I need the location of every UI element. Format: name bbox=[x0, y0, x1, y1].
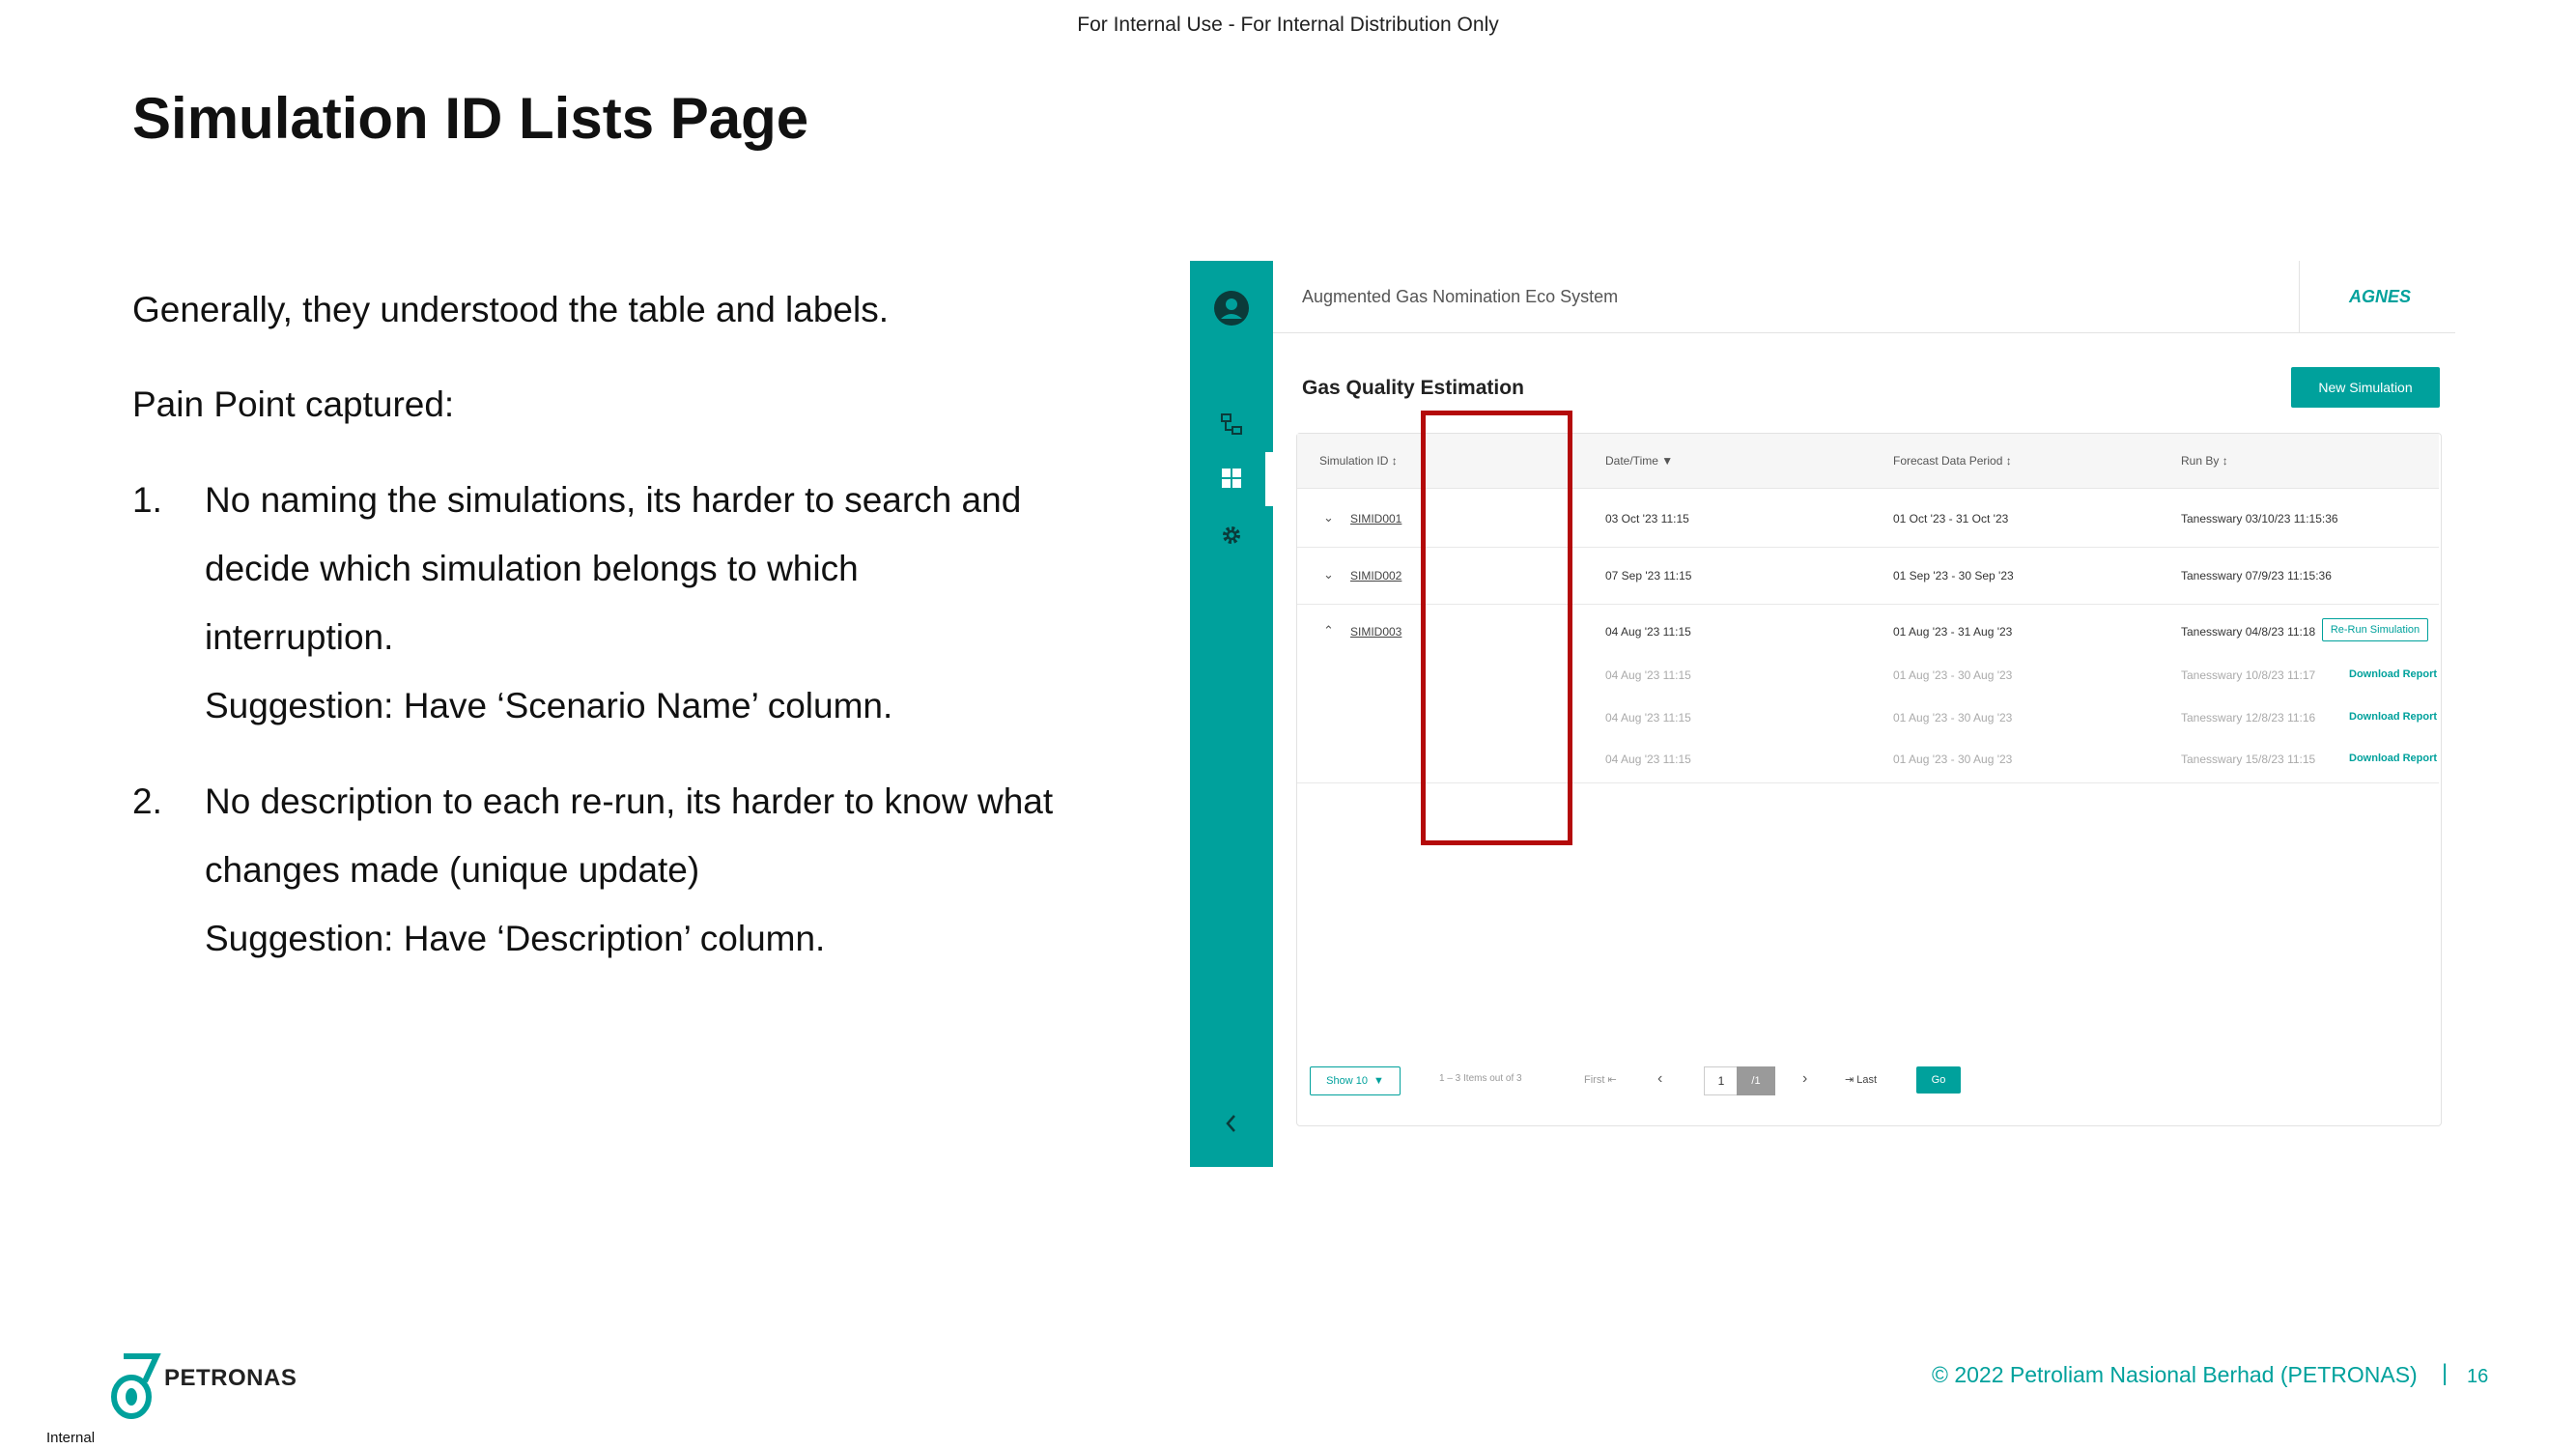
first-page-icon: ⇤ bbox=[1607, 1074, 1617, 1086]
sort-icon[interactable]: ↕ bbox=[1391, 454, 1398, 468]
item-number: 1. bbox=[132, 480, 162, 520]
pain-point-label: Pain Point captured: bbox=[132, 384, 455, 424]
row-run-by: Tanesswary 04/8/23 11:18 bbox=[2181, 625, 2316, 639]
page-size-select[interactable]: Show 10 ▼ bbox=[1310, 1066, 1401, 1095]
re-run-simulation-button[interactable]: Re-Run Simulation bbox=[2322, 618, 2428, 641]
footer-separator: | bbox=[2442, 1360, 2449, 1386]
subrow-period: 01 Aug '23 - 30 Aug '23 bbox=[1893, 753, 2013, 766]
chevron-down-icon[interactable]: ⌄ bbox=[1323, 567, 1334, 582]
classification-label: Internal bbox=[46, 1430, 96, 1446]
go-button[interactable]: Go bbox=[1916, 1066, 1961, 1094]
subrow-datetime: 04 Aug '23 11:15 bbox=[1605, 753, 1691, 766]
row-run-by: Tanesswary 07/9/23 11:15:36 bbox=[2181, 569, 2332, 582]
grid-icon[interactable] bbox=[1190, 468, 1273, 494]
slide-title: Simulation ID Lists Page bbox=[132, 86, 809, 151]
simulation-id-link[interactable]: SIMID002 bbox=[1350, 569, 1402, 582]
prev-page-icon[interactable]: ‹ bbox=[1657, 1070, 1663, 1087]
item-2-suggestion: Suggestion: Have ‘Description’ column. bbox=[205, 919, 826, 958]
item-1-suggestion: Suggestion: Have ‘Scenario Name’ column. bbox=[205, 686, 893, 725]
chevron-down-icon[interactable]: ⌄ bbox=[1323, 510, 1334, 525]
subrow-period: 01 Aug '23 - 30 Aug '23 bbox=[1893, 668, 2013, 682]
next-page-icon[interactable]: › bbox=[1802, 1070, 1808, 1087]
gear-icon[interactable] bbox=[1190, 524, 1273, 552]
collapse-icon[interactable] bbox=[1190, 1113, 1273, 1139]
column-header-date-time[interactable]: Date/Time ▼ bbox=[1605, 454, 1674, 468]
highlight-box bbox=[1421, 411, 1572, 845]
petronas-logo-icon bbox=[108, 1352, 162, 1425]
download-report-link[interactable]: Download Report bbox=[2349, 668, 2438, 680]
new-simulation-button[interactable]: New Simulation bbox=[2291, 367, 2440, 408]
internal-use-note: For Internal Use - For Internal Distribution Only bbox=[1077, 14, 1499, 36]
row-period: 01 Aug '23 - 31 Aug '23 bbox=[1893, 625, 2013, 639]
row-datetime: 04 Aug '23 11:15 bbox=[1605, 625, 1691, 639]
petronas-logo-text: PETRONAS bbox=[164, 1365, 297, 1391]
row-datetime: 07 Sep '23 11:15 bbox=[1605, 569, 1692, 582]
copyright-text: © 2022 Petroliam Nasional Berhad (PETRONAS) bbox=[1932, 1362, 2418, 1387]
page-number: 16 bbox=[2467, 1366, 2489, 1387]
network-icon[interactable] bbox=[1190, 412, 1273, 441]
header-divider bbox=[2299, 261, 2300, 332]
item-1-line-1: No naming the simulations, its harder to search and bbox=[205, 480, 1022, 520]
chevron-up-icon[interactable]: ⌃ bbox=[1323, 623, 1334, 638]
subrow-run-by: Tanesswary 12/8/23 11:16 bbox=[2181, 711, 2316, 724]
last-page-icon: ⇥ bbox=[1845, 1074, 1854, 1086]
last-page-button[interactable]: ⇥ Last bbox=[1845, 1074, 1878, 1086]
row-run-by: Tanesswary 03/10/23 11:15:36 bbox=[2181, 512, 2338, 526]
subrow-datetime: 04 Aug '23 11:15 bbox=[1605, 711, 1691, 724]
row-period: 01 Sep '23 - 30 Sep '23 bbox=[1893, 569, 2014, 582]
simulation-id-link[interactable]: SIMID003 bbox=[1350, 625, 1402, 639]
simulation-id-link[interactable]: SIMID001 bbox=[1350, 512, 1402, 526]
item-1-line-3: interruption. bbox=[205, 617, 394, 657]
subrow-run-by: Tanesswary 10/8/23 11:17 bbox=[2181, 668, 2316, 682]
sort-desc-icon[interactable]: ▼ bbox=[1661, 454, 1674, 468]
item-1-line-2: decide which simulation belongs to which bbox=[205, 549, 859, 588]
sort-icon[interactable]: ↕ bbox=[2005, 454, 2012, 468]
column-header-simulation-id[interactable]: Simulation ID ↕ bbox=[1319, 454, 1398, 468]
subrow-period: 01 Aug '23 - 30 Aug '23 bbox=[1893, 711, 2013, 724]
section-title: Gas Quality Estimation bbox=[1302, 377, 1524, 399]
row-period: 01 Oct '23 - 31 Oct '23 bbox=[1893, 512, 2009, 526]
download-report-link[interactable]: Download Report bbox=[2349, 753, 2438, 764]
subrow-run-by: Tanesswary 15/8/23 11:15 bbox=[2181, 753, 2316, 766]
item-2-line-1: No description to each re-run, its harder to know what bbox=[205, 781, 1054, 821]
intro-text: Generally, they understood the table and labels. bbox=[132, 290, 889, 329]
first-page-button[interactable]: First ⇤ bbox=[1584, 1074, 1617, 1086]
sort-icon[interactable]: ↕ bbox=[2222, 454, 2228, 468]
total-pages: /1 bbox=[1737, 1066, 1775, 1095]
dropdown-arrow-icon: ▼ bbox=[1373, 1075, 1384, 1087]
brand-logo[interactable]: AGNES bbox=[2349, 287, 2412, 306]
sidebar bbox=[1190, 261, 1273, 1167]
download-report-link[interactable]: Download Report bbox=[2349, 711, 2438, 723]
item-number: 2. bbox=[132, 781, 162, 821]
app-title: Augmented Gas Nomination Eco System bbox=[1302, 287, 1619, 306]
subrow-datetime: 04 Aug '23 11:15 bbox=[1605, 668, 1691, 682]
items-count: 1 – 3 Items out of 3 bbox=[1439, 1073, 1522, 1084]
page-number-input[interactable]: 1 bbox=[1704, 1066, 1739, 1095]
column-header-run-by[interactable]: Run By ↕ bbox=[2181, 454, 2228, 468]
user-icon[interactable] bbox=[1190, 290, 1273, 331]
active-nav-indicator bbox=[1265, 452, 1273, 506]
row-datetime: 03 Oct '23 11:15 bbox=[1605, 512, 1689, 526]
column-header-forecast-period[interactable]: Forecast Data Period ↕ bbox=[1893, 454, 2012, 468]
item-2-line-2: changes made (unique update) bbox=[205, 850, 700, 890]
